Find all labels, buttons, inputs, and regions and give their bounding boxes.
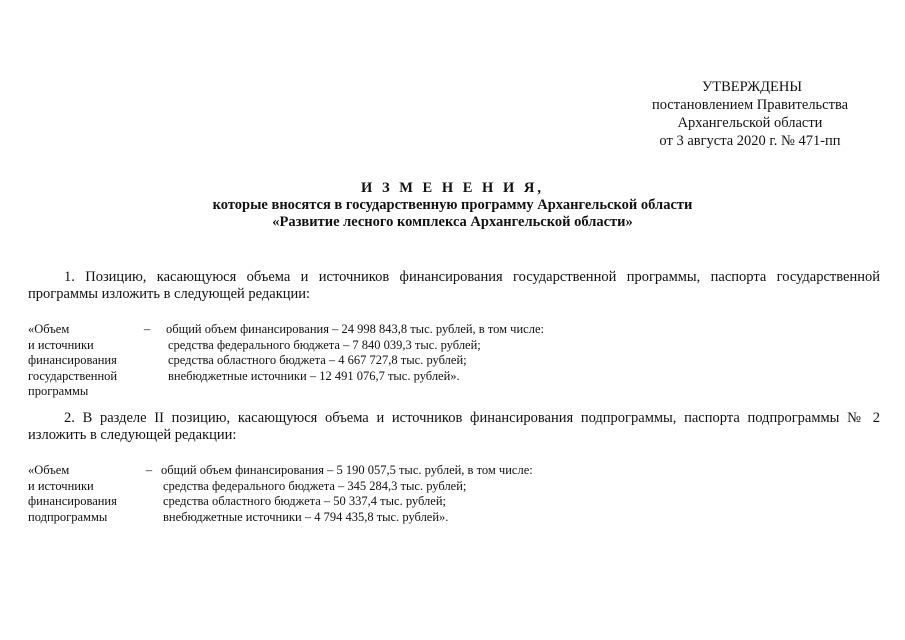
value-extrabudget: внебюджетные источники – 4 794 435,8 тыс. рублей». (163, 509, 449, 524)
title-subtitle-1: которые вносятся в государственную программу Архангельской области (212, 197, 693, 213)
title-heading: И З М Е Н Е Н И Я, (361, 180, 544, 196)
value-extrabudget: внебюджетные источники – 12 491 076,7 тыс. рублей». (168, 368, 460, 383)
label-line: финансирования (28, 494, 117, 508)
value-federal: средства федерального бюджета – 345 284,3 тыс. рублей; (163, 478, 467, 493)
approval-line-2: постановлением Правительства (651, 97, 849, 113)
financing-dash: – (143, 322, 151, 336)
value-federal: средства федерального бюджета – 7 840 039,3 тыс. рублей; (168, 337, 481, 352)
value-total: общий объем финансирования – 24 998 843,8 тыс. рублей, в том числе: (166, 322, 544, 336)
financing-dash: – (145, 463, 153, 477)
label-line: «Объем (28, 322, 70, 336)
approval-title: УТВЕРЖДЕНЫ (701, 79, 803, 95)
label-line: программы (28, 384, 89, 398)
label-line: и источники (28, 337, 94, 352)
financing-values (166, 322, 766, 384)
section-2-paragraph: 2. В разделе II позицию, касающуюся объема и источников финансирования подпрограммы, паспорта подпрограммы № 2 изложить в следующей редакции: (28, 410, 880, 443)
label-line: и источники (28, 478, 94, 493)
value-regional: средства областного бюджета – 50 337,4 тыс. рублей; (163, 494, 446, 508)
title-subtitle-2: «Развитие лесного комплекса Архангельской области» (272, 214, 633, 230)
financing-label (28, 463, 138, 525)
approval-line-3: Архангельской области (677, 115, 823, 131)
label-line: «Объем (28, 463, 70, 477)
approval-date: от 3 августа 2020 г. № 471-пп (659, 133, 841, 149)
label-line: подпрограммы (28, 509, 108, 524)
approval-stamp (600, 78, 900, 150)
financing-values (161, 463, 761, 525)
label-line: финансирования (28, 353, 117, 367)
value-total: общий объем финансирования – 5 190 057,5 тыс. рублей, в том числе: (161, 463, 533, 477)
financing-label (28, 322, 138, 400)
section-1-paragraph: 1. Позицию, касающуюся объема и источников финансирования государственной программы, паспорта государственной программы изложить в следующей редакции: (28, 269, 880, 302)
label-line: государственной (28, 368, 118, 383)
document-title (0, 180, 905, 231)
value-regional: средства областного бюджета – 4 667 727,8 тыс. рублей; (168, 353, 467, 367)
